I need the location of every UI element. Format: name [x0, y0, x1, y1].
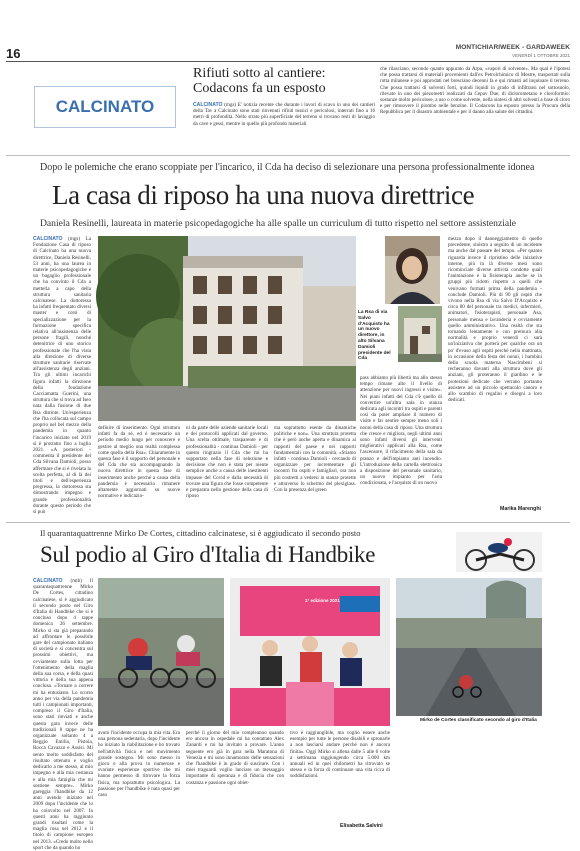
main-col3: ni da parte delle aziende sanitarie locali e dei protocolli applicati dal governo. Una scelta ottimale, trasparente e di professionalità - continua Damioli - per questo ringrazio il Cda che mi ha supportato nella fase di selezione e decisione che non è stata per niente semplice anche a causa delle inestitenti impasse del Covid e dalla necessità di trovare una figura che fosse competente e preparata nella gestione della casa di riposo [186, 425, 268, 500]
second-col2: avuto l'incidente occupa la mia vita. Era una persona sedentaria, dopo l'incidente ho iniziato la riabilitazione e ho trovato nell'attività fisica e nel movimento grande sostegno. Mi sono messo in gioco e alla prova in numerose e svariate esperienze sportive che mi hanno permesso di ritrovare la forza fisica, ma soprattutto psicologica. La passione per l'handbike è nata quasi per caso [98, 730, 180, 799]
main-col1-text: (mgs) La Fondazione Casa di riposo di Calcinato ha una nuova direttrice, Daniela Resinelli, 53 anni, ha una laurea in materie psicopedagogiche e un bagaglio professionale che ha convinto il Cda a metterla a capo della struttura sanitaria calcinatese. La dottoressa ha infatti frequentato diversi master e corsi di specializzazione per la formazione specifica relativa all'assistenza delle persone fragili, nonché detenitrice di uno storico professionale che l'ha vista alla direzione di diverse strutture sanitarie riservate all'assistenza degli anziani. Tra gli ultimi incarichi figura infatti la direzione della fondazione Cacciamatta Guerini, una struttura che si trova ad Iseo nata dalla fusione di due Rsa distinte. Un'esperienza che l'ha collocata sul campo proprio nel bel mezzo della pandemia in quanto l'incarico iniziato nel 2019 si è protratto fino a luglio 2021. «A posteriori - commenta il presidente del Cda Silvana Damioli, posso affermare che si è rivelata la scelta perfetta, al di là dei titoli e dell'esperienza pregressa, la dottoressa sta dimostrando impegno e grande professionalità durante questo periodo che si può [33, 236, 91, 515]
second-author: Elisabetta Salvini [340, 823, 383, 829]
page-number: 16 [6, 46, 21, 61]
brief-headline-line1: Rifiuti sotto al cantiere: [193, 66, 326, 81]
brief-lead: CALCINATO [193, 102, 223, 108]
brief-headline-line2: Codacons fa un esposto [193, 81, 326, 96]
second-col3: perché il giorno del mio compleanno quando ero ancora in ospedale mi ha contattato Alex Zanardi e mi ha invitato a provare. L'anno seguente ero già in gara nella Maratona di Venezia e mi sono innamorato delle sensazioni che l'handbike è in grado di suscitare. Con i miei traguardi voglio lanciare un messaggio importante di speranza e di fiducia che con costanza e passione ogni obiet- [186, 730, 284, 786]
masthead: MONTICHIARIWEEK - GARDAWEEK [455, 44, 570, 51]
issue-date: VENERDÌ 1 OTTOBRE 2021 [512, 53, 570, 58]
rsa-entrance-photo [398, 306, 442, 362]
second-photo-caption: Mirko de Cortes classificato secondo al giro d'Italia [420, 718, 537, 723]
main-col4: ma soprattutto esente da dinamiche politiche e non». Una struttura protetta che è però anche aperta e dinamica ai rapporti del paese e nei rapporti fondamentali con la comunità. «Stiamo infatti - continua Damioli - cercando di organizzare per incrementare gli incontri fra ospiti e famigliari, ora non più costretti a vedersi in stanze protette e attraverso lo schermo del plexiglass. Con la presenza del green [274, 425, 356, 494]
second-headline: Sul podio al Giro d'Italia di Handbike [40, 542, 376, 567]
second-col1-text: (mtb) Il quarantaquattrenne Mirko De Cortes, cittadino calcinatese, si è aggiudicato il secondo posto nel Giro d'Italia di Handbike che si è concluso dopo 4 tappe domenica 26 settembre. Mirko si sta già preparando ad affrontare le possibile gare del campionato italiano di società e si concentra sul prossimi obiettivi, ma ovviamente sulla lotta per l'ottenimento della maglia della sua corsa, e della quasi vittoria e della sua appena conclusa. «Tornare a correre mi ha entusiasto. Lo scorso anno per via della pandemia tutti i campionati importanti, compreso il Giro d'Italia, sono stati rinviati e anche questa gara invece delle tradizionali 8 tappe ne ha organizzate soltanto 4 a Reggio Emilia, Pistoia, Rocca Cavazzo e Assisi. Mi sento molto soddisfatto del risultato ottenuto e voglio dedicarlo a me stesso, al mio impegno e alla mia costanza e alla mia famiglia che mi sostiene sempre». Mirko gareggia l'handbike da 12 anni avendo iniziato nel 2009 dopo l'incidente che lo ha coinvolto nel 2007. In questi anni ha raggiunto grandi risultati come la maglia rosa nel 2012 e il titolo di campione europeo nel 2013. «Credo molto nello sport che da quando ho [33, 578, 93, 851]
main-photo-caption: La Rsa di via Salvo d'Acquisto ha un nuovo direttore, in alto Silvana Damioli presidente del Cda [358, 310, 391, 362]
header-rule [6, 61, 570, 62]
main-author: Marika Marenghi [500, 506, 541, 512]
brief-headline [193, 66, 363, 96]
main-col5: pass abbiamo più libertà ma allo stesso tempo rimane alto il livello di attenzione per nuovi ingressi e visite». Nei piani infatti del Cda c'è quello di convertire un'altra sala in stanza dedicata agli incontri tra ospiti e parenti così da poter ampliare il numero di visite e far sentire sempre meno soli i nonni della casa di riposo. Una struttura che cresce e migliora, negli ultimi anni sono infatti diversi gli interventi migliorativi applicati alla Rsa, come l'ascensore, il rifacimento della sala da pranzo e dell'impianto anti incendio. L'introduzione della cartella elettronica a disposizione del personale sanitario, un nuovo impianto per l'aria condizionata, e l'acquisto di un nuovo [360, 375, 442, 487]
main-lead: CALCINATO [33, 236, 63, 242]
main-kicker: Dopo le polemiche che erano scoppiate per l'incarico, il Cda ha deciso di selezionare una persona professionalmente idonea [40, 162, 535, 173]
second-col1 [33, 578, 93, 851]
race-photo [98, 578, 224, 726]
rsa-building-photo [98, 236, 356, 421]
section-label: CALCINATO [34, 86, 176, 128]
brief-col1-text: (mgs) E' notizia recente che durante i lavori di scavo in uno dei cantieri della Tav a Calcinato sono stati rinvenuti rifiuti tossici e pericolosi, interrati fino a 16 metri di profondità. Nello strato più superficiale del terreno si trovano resti di lavaggio da cave e gessi, mentre in quello più profondo materiali [193, 102, 376, 127]
article-divider [6, 522, 570, 523]
second-col4: tivo è raggiungibile, ma voglio essere anche esempio per tutte le persone disabili e spronarle a non lasciarsi andare perché non è ancora finita». Oggi Mirko si allena dalle 5 alle 6 volte a settimana raggiungendo circa 5.000 km annuali ed in quei chilometri ha ritrovato se stesso e la forza di continuare una vita ricca di soddisfazioni. [290, 730, 390, 780]
main-standfirst: Daniela Resinelli, laureata in materie psicopedagogiche ha alle spalle un curriculum di tutto rispetto nel settore assistenziale [40, 218, 517, 229]
brief-col1 [193, 102, 375, 150]
podium-banner-text: 1° edizione 2021 [305, 598, 340, 603]
main-col1 [33, 236, 91, 517]
road-race-photo [396, 578, 542, 716]
main-headline: La casa di riposo ha una nuova direttrice [52, 180, 475, 210]
second-kicker: Il quarantaquattrenne Mirko De Cortes, cittadino calcinatese, si è aggiudicato il secondo posto [40, 528, 361, 538]
second-lead: CALCINATO [33, 578, 63, 584]
president-portrait-photo [385, 236, 440, 304]
brief-divider [6, 155, 570, 156]
brief-col2: che rilasciano, secondo quanto appurato da Arpa, «vapori di solvente». Ma qual è l'ipotesi che possa trattarsi di materiali provenienti dall'ex Petrolchimico di Mestre, trasportati sulla rotta milanese e poi approdati nel bresciano decenni fa e qui rimasti ad inquinare il terreno. Che possa trattarsi di solventi forti, quindi liquidi in grado di infiltrarsi nel sottosuolo, rilevato in uno dei piezometri realizzati da Cepav Due, di diclorometano e cloroformio: sostanze molto pericolose, a uso o come solvente, nella sintesi di altri solventi a base di cloro e per rimuovere il piombo nelle benzine. Il Codacons ha esposto presso la Procura della Repubblica per il disastro ambientale e per il danno alla salute dei cittadini. [380, 66, 570, 116]
main-col6: mezzo dopo il danneggiamento di quello precedente, sinistro a seguito di un incidente ma anche dal passare del tempo. «Per quanto riguarda invece il ripristino delle iniziative interne, più in là diverse mesi sono ricominciate diverse attività condotte quali l'animazione e la fisioterapia anche se in gruppi più ridotti rispetto a quelli che venivano formati prima della pandemia - conclude Damioli. Più di 90 gli ospiti che vivono nella Rsa di via Salvo D'Acquisto e circa 80 del personale tra medici, infermieri, animatori, fisioterapisti, personale Asa, personale mensa e lavanderia e ovviamente quello amministrativo. Una realtà che sta tornando lentamente e con premura alla normalità e proprio venerdì ci sarà un'iniziativa che porterà per qualche ora un po' d'evaso agli ospiti perché nella mattinata, in occasione della festa dei nonni, i bambini della scuola materna Nascimbeni si recheranno davanti alla struttura dove gli anziani, gli proteranno il giardino e le protezioni dedicate che verrano portanno assistere ad un piccolo spettacolo canoro e allo scambio di regalini e disegni a loro dedicati. [448, 236, 542, 404]
main-col2: definire di inserimento. Ogni struttura infatti fa da sé, ed è necessario un periodo medio lungo per conoscere e gestire al meglio una realtà complessa come quella della Rsa». Chiaramente in questa fase è il supporto del personale e del Cda che sta accompagnando la nuova direttrice in questa fase di inserimento anche perché a causa della pandemia è necessario rimanere altamente aggiornati su nuove normative e indicazio- [98, 425, 180, 500]
handbike-rider-photo [456, 532, 542, 572]
